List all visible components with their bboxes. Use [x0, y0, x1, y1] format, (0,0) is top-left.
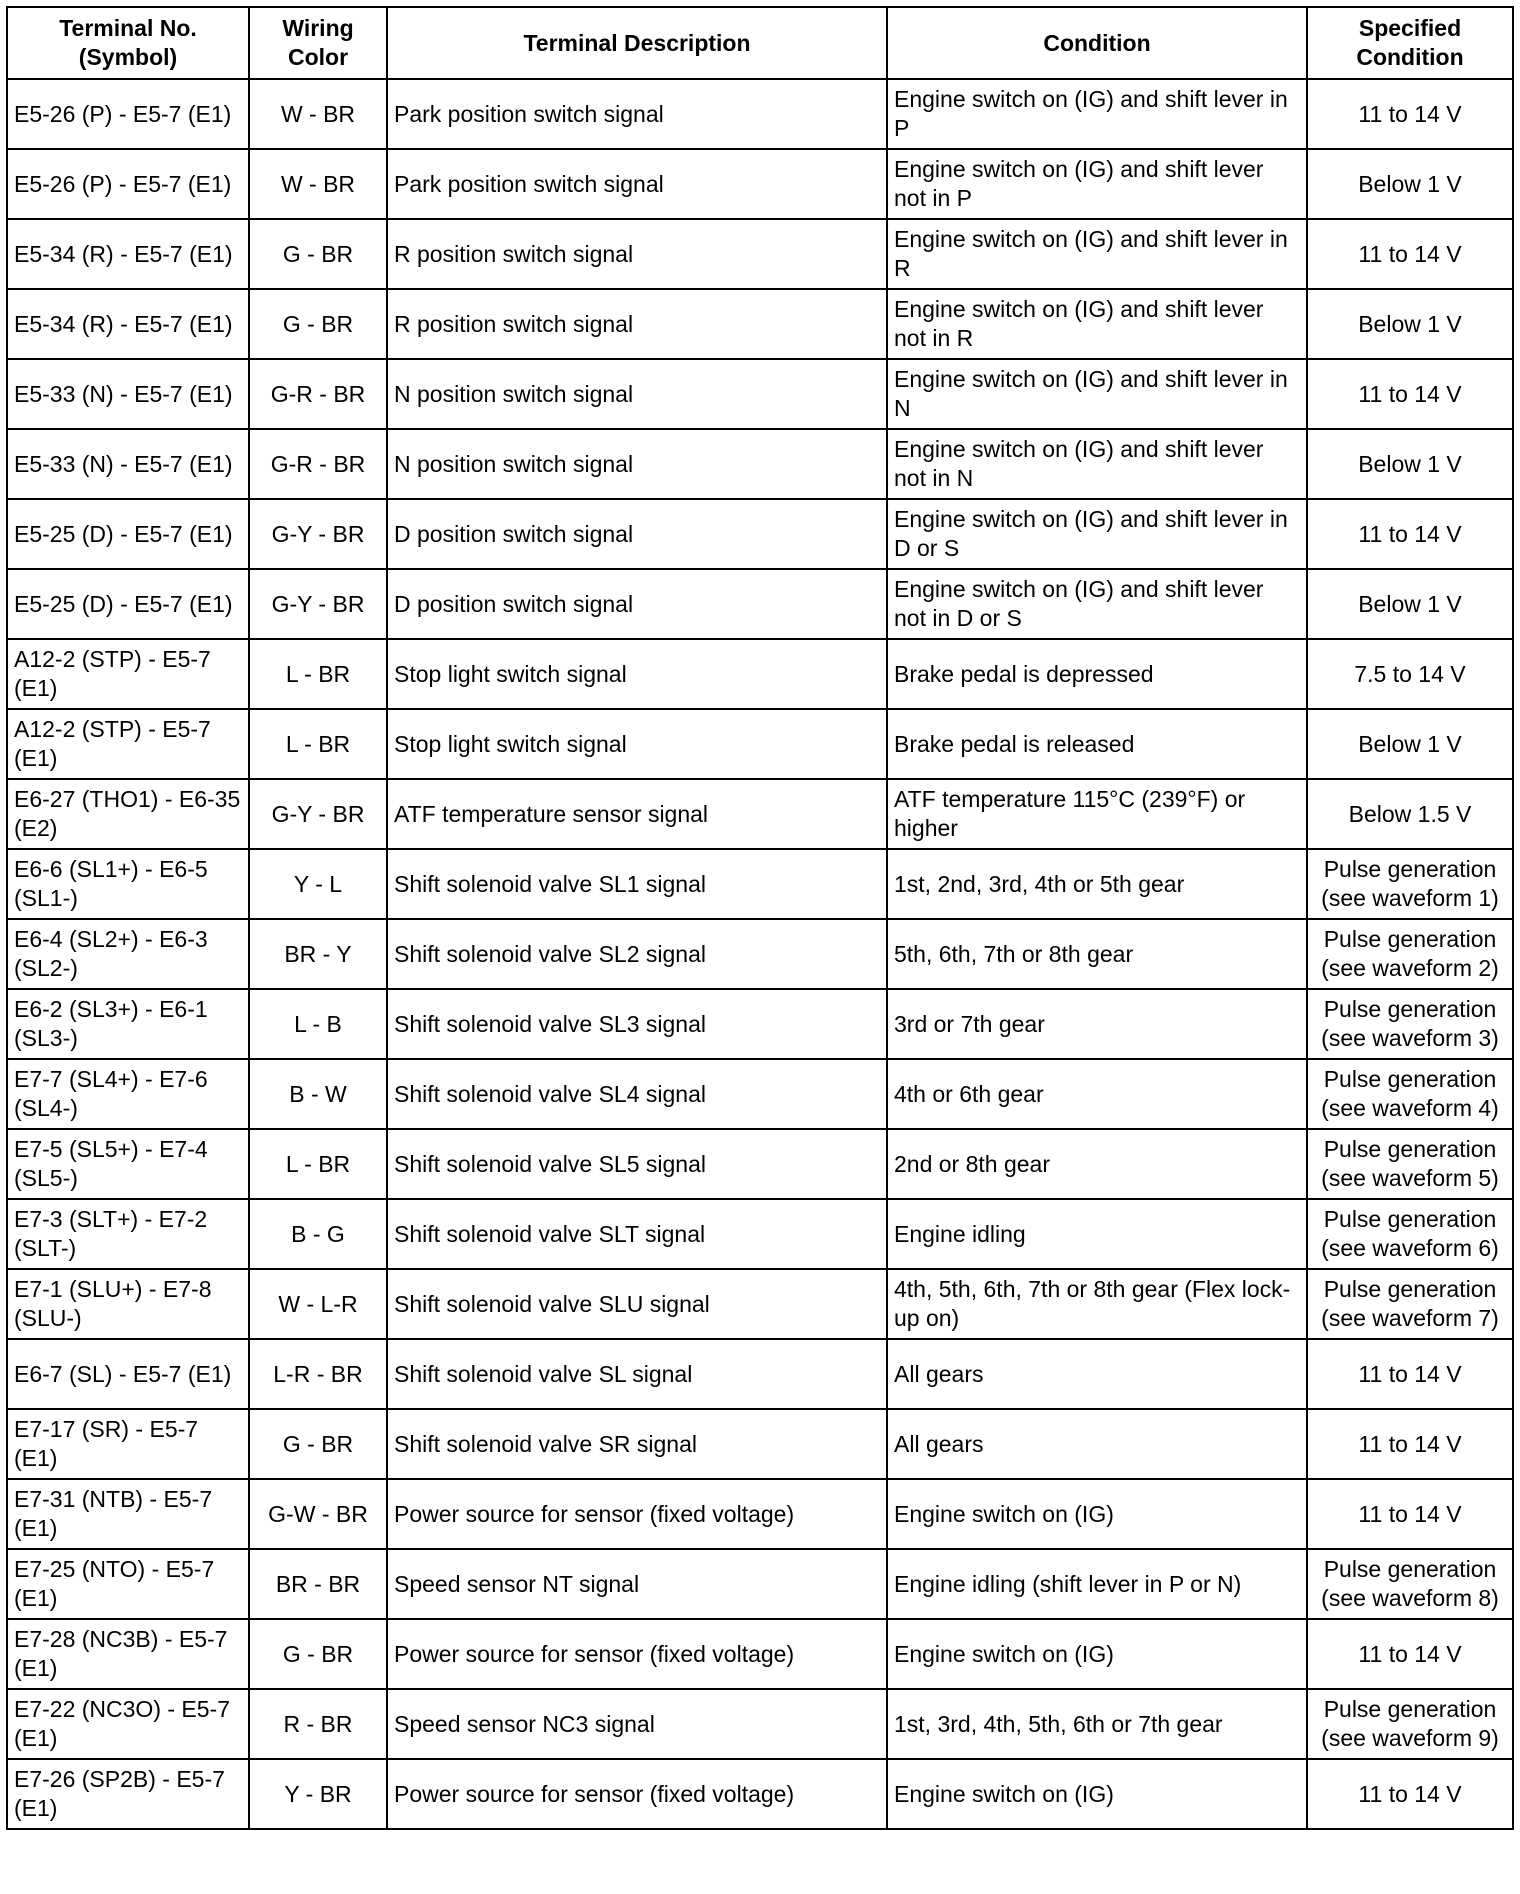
- specified-condition-cell: 7.5 to 14 V: [1307, 639, 1513, 709]
- description-cell: Shift solenoid valve SL3 signal: [387, 989, 887, 1059]
- terminal-cell: E5-25 (D) - E5-7 (E1): [7, 499, 249, 569]
- wiring-color-cell: BR - BR: [249, 1549, 387, 1619]
- table-row: [7, 709, 1513, 779]
- terminal-cell: E6-6 (SL1+) - E6-5 (SL1-): [7, 849, 249, 919]
- wiring-color-cell: B - W: [249, 1059, 387, 1129]
- wiring-color-cell: L - BR: [249, 1129, 387, 1199]
- specified-condition-cell: 11 to 14 V: [1307, 1339, 1513, 1409]
- header-wiring-line1: Wiring: [282, 15, 354, 41]
- description-cell: Shift solenoid valve SLU signal: [387, 1269, 887, 1339]
- table-row: [7, 779, 1513, 849]
- specified-condition-cell: Below 1 V: [1307, 709, 1513, 779]
- terminal-cell: E7-3 (SLT+) - E7-2 (SLT-): [7, 1199, 249, 1269]
- table-row: [7, 149, 1513, 219]
- table-row: [7, 1409, 1513, 1479]
- specified-condition-cell: 11 to 14 V: [1307, 359, 1513, 429]
- wiring-color-cell: G-Y - BR: [249, 569, 387, 639]
- table-row: [7, 1129, 1513, 1199]
- specified-condition-cell: Below 1 V: [1307, 569, 1513, 639]
- table-row: [7, 1619, 1513, 1689]
- terminal-cell: A12-2 (STP) - E5-7 (E1): [7, 709, 249, 779]
- terminal-cell: E5-34 (R) - E5-7 (E1): [7, 289, 249, 359]
- description-cell: Park position switch signal: [387, 79, 887, 149]
- table-body: [7, 79, 1513, 1829]
- specified-condition-cell: Pulse generation (see waveform 9): [1307, 1689, 1513, 1759]
- header-description: Terminal Description: [387, 7, 887, 79]
- wiring-color-cell: G - BR: [249, 289, 387, 359]
- table-row: [7, 1479, 1513, 1549]
- specified-condition-cell: Pulse generation (see waveform 7): [1307, 1269, 1513, 1339]
- header-specified-line1: Specified: [1358, 15, 1462, 41]
- condition-cell: ATF temperature 115°C (239°F) or higher: [887, 779, 1307, 849]
- description-cell: Stop light switch signal: [387, 709, 887, 779]
- specified-condition-cell: 11 to 14 V: [1307, 1759, 1513, 1829]
- description-cell: N position switch signal: [387, 429, 887, 499]
- table-row: [7, 1689, 1513, 1759]
- terminal-cell: E6-2 (SL3+) - E6-1 (SL3-): [7, 989, 249, 1059]
- wiring-color-cell: BR - Y: [249, 919, 387, 989]
- table-row: [7, 1759, 1513, 1829]
- specified-condition-cell: Pulse generation (see waveform 6): [1307, 1199, 1513, 1269]
- specified-condition-cell: Below 1 V: [1307, 429, 1513, 499]
- description-cell: Speed sensor NC3 signal: [387, 1689, 887, 1759]
- condition-cell: Engine idling: [887, 1199, 1307, 1269]
- specified-condition-cell: 11 to 14 V: [1307, 1619, 1513, 1689]
- terminal-cell: E7-7 (SL4+) - E7-6 (SL4-): [7, 1059, 249, 1129]
- table-row: [7, 359, 1513, 429]
- condition-cell: Engine switch on (IG) and shift lever in R: [887, 219, 1307, 289]
- condition-cell: 3rd or 7th gear: [887, 989, 1307, 1059]
- specified-condition-cell: Pulse generation (see waveform 3): [1307, 989, 1513, 1059]
- terminal-cell: E7-5 (SL5+) - E7-4 (SL5-): [7, 1129, 249, 1199]
- wiring-color-cell: G - BR: [249, 219, 387, 289]
- table-row: [7, 289, 1513, 359]
- terminal-cell: E7-31 (NTB) - E5-7 (E1): [7, 1479, 249, 1549]
- specified-condition-cell: 11 to 14 V: [1307, 1479, 1513, 1549]
- table-row: [7, 1339, 1513, 1409]
- header-terminal: [7, 7, 249, 79]
- header-row: [7, 7, 1513, 79]
- description-cell: Park position switch signal: [387, 149, 887, 219]
- specified-condition-cell: Pulse generation (see waveform 2): [1307, 919, 1513, 989]
- terminal-cell: E6-7 (SL) - E5-7 (E1): [7, 1339, 249, 1409]
- description-cell: Shift solenoid valve SL signal: [387, 1339, 887, 1409]
- specified-condition-cell: 11 to 14 V: [1307, 79, 1513, 149]
- condition-cell: Engine switch on (IG) and shift lever not in R: [887, 289, 1307, 359]
- terminal-cell: E5-33 (N) - E5-7 (E1): [7, 429, 249, 499]
- description-cell: Stop light switch signal: [387, 639, 887, 709]
- specified-condition-cell: Below 1 V: [1307, 289, 1513, 359]
- condition-cell: Engine switch on (IG) and shift lever in N: [887, 359, 1307, 429]
- wiring-color-cell: L - B: [249, 989, 387, 1059]
- description-cell: Power source for sensor (fixed voltage): [387, 1619, 887, 1689]
- description-cell: D position switch signal: [387, 499, 887, 569]
- specified-condition-cell: 11 to 14 V: [1307, 499, 1513, 569]
- wiring-color-cell: L - BR: [249, 639, 387, 709]
- wiring-color-cell: G-R - BR: [249, 359, 387, 429]
- condition-cell: Engine switch on (IG) and shift lever not in P: [887, 149, 1307, 219]
- terminal-cell: E7-28 (NC3B) - E5-7 (E1): [7, 1619, 249, 1689]
- condition-cell: Engine switch on (IG): [887, 1619, 1307, 1689]
- table-row: [7, 989, 1513, 1059]
- table-row: [7, 1059, 1513, 1129]
- condition-cell: 1st, 3rd, 4th, 5th, 6th or 7th gear: [887, 1689, 1307, 1759]
- terminal-cell: E7-17 (SR) - E5-7 (E1): [7, 1409, 249, 1479]
- condition-cell: 4th or 6th gear: [887, 1059, 1307, 1129]
- wiring-color-cell: W - L-R: [249, 1269, 387, 1339]
- header-terminal-line2: (Symbol): [78, 44, 178, 70]
- wiring-color-cell: Y - L: [249, 849, 387, 919]
- terminal-cell: E5-25 (D) - E5-7 (E1): [7, 569, 249, 639]
- terminal-cell: E7-25 (NTO) - E5-7 (E1): [7, 1549, 249, 1619]
- description-cell: N position switch signal: [387, 359, 887, 429]
- condition-cell: Engine switch on (IG) and shift lever not in N: [887, 429, 1307, 499]
- description-cell: R position switch signal: [387, 219, 887, 289]
- wiring-color-cell: G-W - BR: [249, 1479, 387, 1549]
- condition-cell: 4th, 5th, 6th, 7th or 8th gear (Flex lock-up on): [887, 1269, 1307, 1339]
- table-row: [7, 1199, 1513, 1269]
- table-row: [7, 639, 1513, 709]
- condition-cell: Brake pedal is released: [887, 709, 1307, 779]
- specified-condition-cell: Pulse generation (see waveform 5): [1307, 1129, 1513, 1199]
- description-cell: Shift solenoid valve SLT signal: [387, 1199, 887, 1269]
- wiring-color-cell: B - G: [249, 1199, 387, 1269]
- terminal-cell: E7-22 (NC3O) - E5-7 (E1): [7, 1689, 249, 1759]
- description-cell: R position switch signal: [387, 289, 887, 359]
- specified-condition-cell: Pulse generation (see waveform 1): [1307, 849, 1513, 919]
- condition-cell: Engine switch on (IG) and shift lever in P: [887, 79, 1307, 149]
- description-cell: Power source for sensor (fixed voltage): [387, 1479, 887, 1549]
- wiring-color-cell: L-R - BR: [249, 1339, 387, 1409]
- specified-condition-cell: Pulse generation (see waveform 8): [1307, 1549, 1513, 1619]
- wiring-color-cell: G-R - BR: [249, 429, 387, 499]
- condition-cell: 5th, 6th, 7th or 8th gear: [887, 919, 1307, 989]
- table-row: [7, 1269, 1513, 1339]
- header-wiring: [249, 7, 387, 79]
- condition-cell: 2nd or 8th gear: [887, 1129, 1307, 1199]
- table-row: [7, 79, 1513, 149]
- table-row: [7, 499, 1513, 569]
- wiring-color-cell: G-Y - BR: [249, 779, 387, 849]
- table-row: [7, 849, 1513, 919]
- condition-cell: Engine switch on (IG) and shift lever not in D or S: [887, 569, 1307, 639]
- specified-condition-cell: Pulse generation (see waveform 4): [1307, 1059, 1513, 1129]
- description-cell: Shift solenoid valve SR signal: [387, 1409, 887, 1479]
- specified-condition-cell: 11 to 14 V: [1307, 219, 1513, 289]
- condition-cell: Engine idling (shift lever in P or N): [887, 1549, 1307, 1619]
- terminal-cell: A12-2 (STP) - E5-7 (E1): [7, 639, 249, 709]
- description-cell: Shift solenoid valve SL1 signal: [387, 849, 887, 919]
- table-row: [7, 569, 1513, 639]
- condition-cell: Engine switch on (IG): [887, 1759, 1307, 1829]
- terminal-cell: E5-34 (R) - E5-7 (E1): [7, 219, 249, 289]
- terminal-cell: E5-26 (P) - E5-7 (E1): [7, 79, 249, 149]
- condition-cell: Brake pedal is depressed: [887, 639, 1307, 709]
- specified-condition-cell: 11 to 14 V: [1307, 1409, 1513, 1479]
- wiring-color-cell: G - BR: [249, 1619, 387, 1689]
- description-cell: Speed sensor NT signal: [387, 1549, 887, 1619]
- description-cell: Shift solenoid valve SL2 signal: [387, 919, 887, 989]
- terminal-spec-table: [6, 6, 1514, 1830]
- condition-cell: Engine switch on (IG): [887, 1479, 1307, 1549]
- wiring-color-cell: G-Y - BR: [249, 499, 387, 569]
- header-terminal-line1: Terminal No.: [59, 15, 197, 41]
- table-row: [7, 1549, 1513, 1619]
- condition-cell: 1st, 2nd, 3rd, 4th or 5th gear: [887, 849, 1307, 919]
- terminal-cell: E5-33 (N) - E5-7 (E1): [7, 359, 249, 429]
- table-row: [7, 219, 1513, 289]
- header-specified: [1307, 7, 1513, 79]
- description-cell: Shift solenoid valve SL5 signal: [387, 1129, 887, 1199]
- wiring-color-cell: L - BR: [249, 709, 387, 779]
- terminal-cell: E5-26 (P) - E5-7 (E1): [7, 149, 249, 219]
- table-row: [7, 919, 1513, 989]
- description-cell: ATF temperature sensor signal: [387, 779, 887, 849]
- specified-condition-cell: Below 1 V: [1307, 149, 1513, 219]
- description-cell: Shift solenoid valve SL4 signal: [387, 1059, 887, 1129]
- condition-cell: All gears: [887, 1339, 1307, 1409]
- wiring-color-cell: Y - BR: [249, 1759, 387, 1829]
- table-header: [7, 7, 1513, 79]
- description-cell: Power source for sensor (fixed voltage): [387, 1759, 887, 1829]
- table-row: [7, 429, 1513, 499]
- wiring-color-cell: W - BR: [249, 79, 387, 149]
- header-wiring-line2: Color: [287, 44, 349, 70]
- specified-condition-cell: Below 1.5 V: [1307, 779, 1513, 849]
- terminal-cell: E7-1 (SLU+) - E7-8 (SLU-): [7, 1269, 249, 1339]
- condition-cell: All gears: [887, 1409, 1307, 1479]
- terminal-cell: E6-27 (THO1) - E6-35 (E2): [7, 779, 249, 849]
- header-specified-line2: Condition: [1356, 44, 1464, 70]
- wiring-color-cell: G - BR: [249, 1409, 387, 1479]
- condition-cell: Engine switch on (IG) and shift lever in D or S: [887, 499, 1307, 569]
- spec-sheet: [6, 6, 1512, 1888]
- description-cell: D position switch signal: [387, 569, 887, 639]
- wiring-color-cell: R - BR: [249, 1689, 387, 1759]
- wiring-color-cell: W - BR: [249, 149, 387, 219]
- terminal-cell: E7-26 (SP2B) - E5-7 (E1): [7, 1759, 249, 1829]
- terminal-cell: E6-4 (SL2+) - E6-3 (SL2-): [7, 919, 249, 989]
- header-condition: Condition: [887, 7, 1307, 79]
